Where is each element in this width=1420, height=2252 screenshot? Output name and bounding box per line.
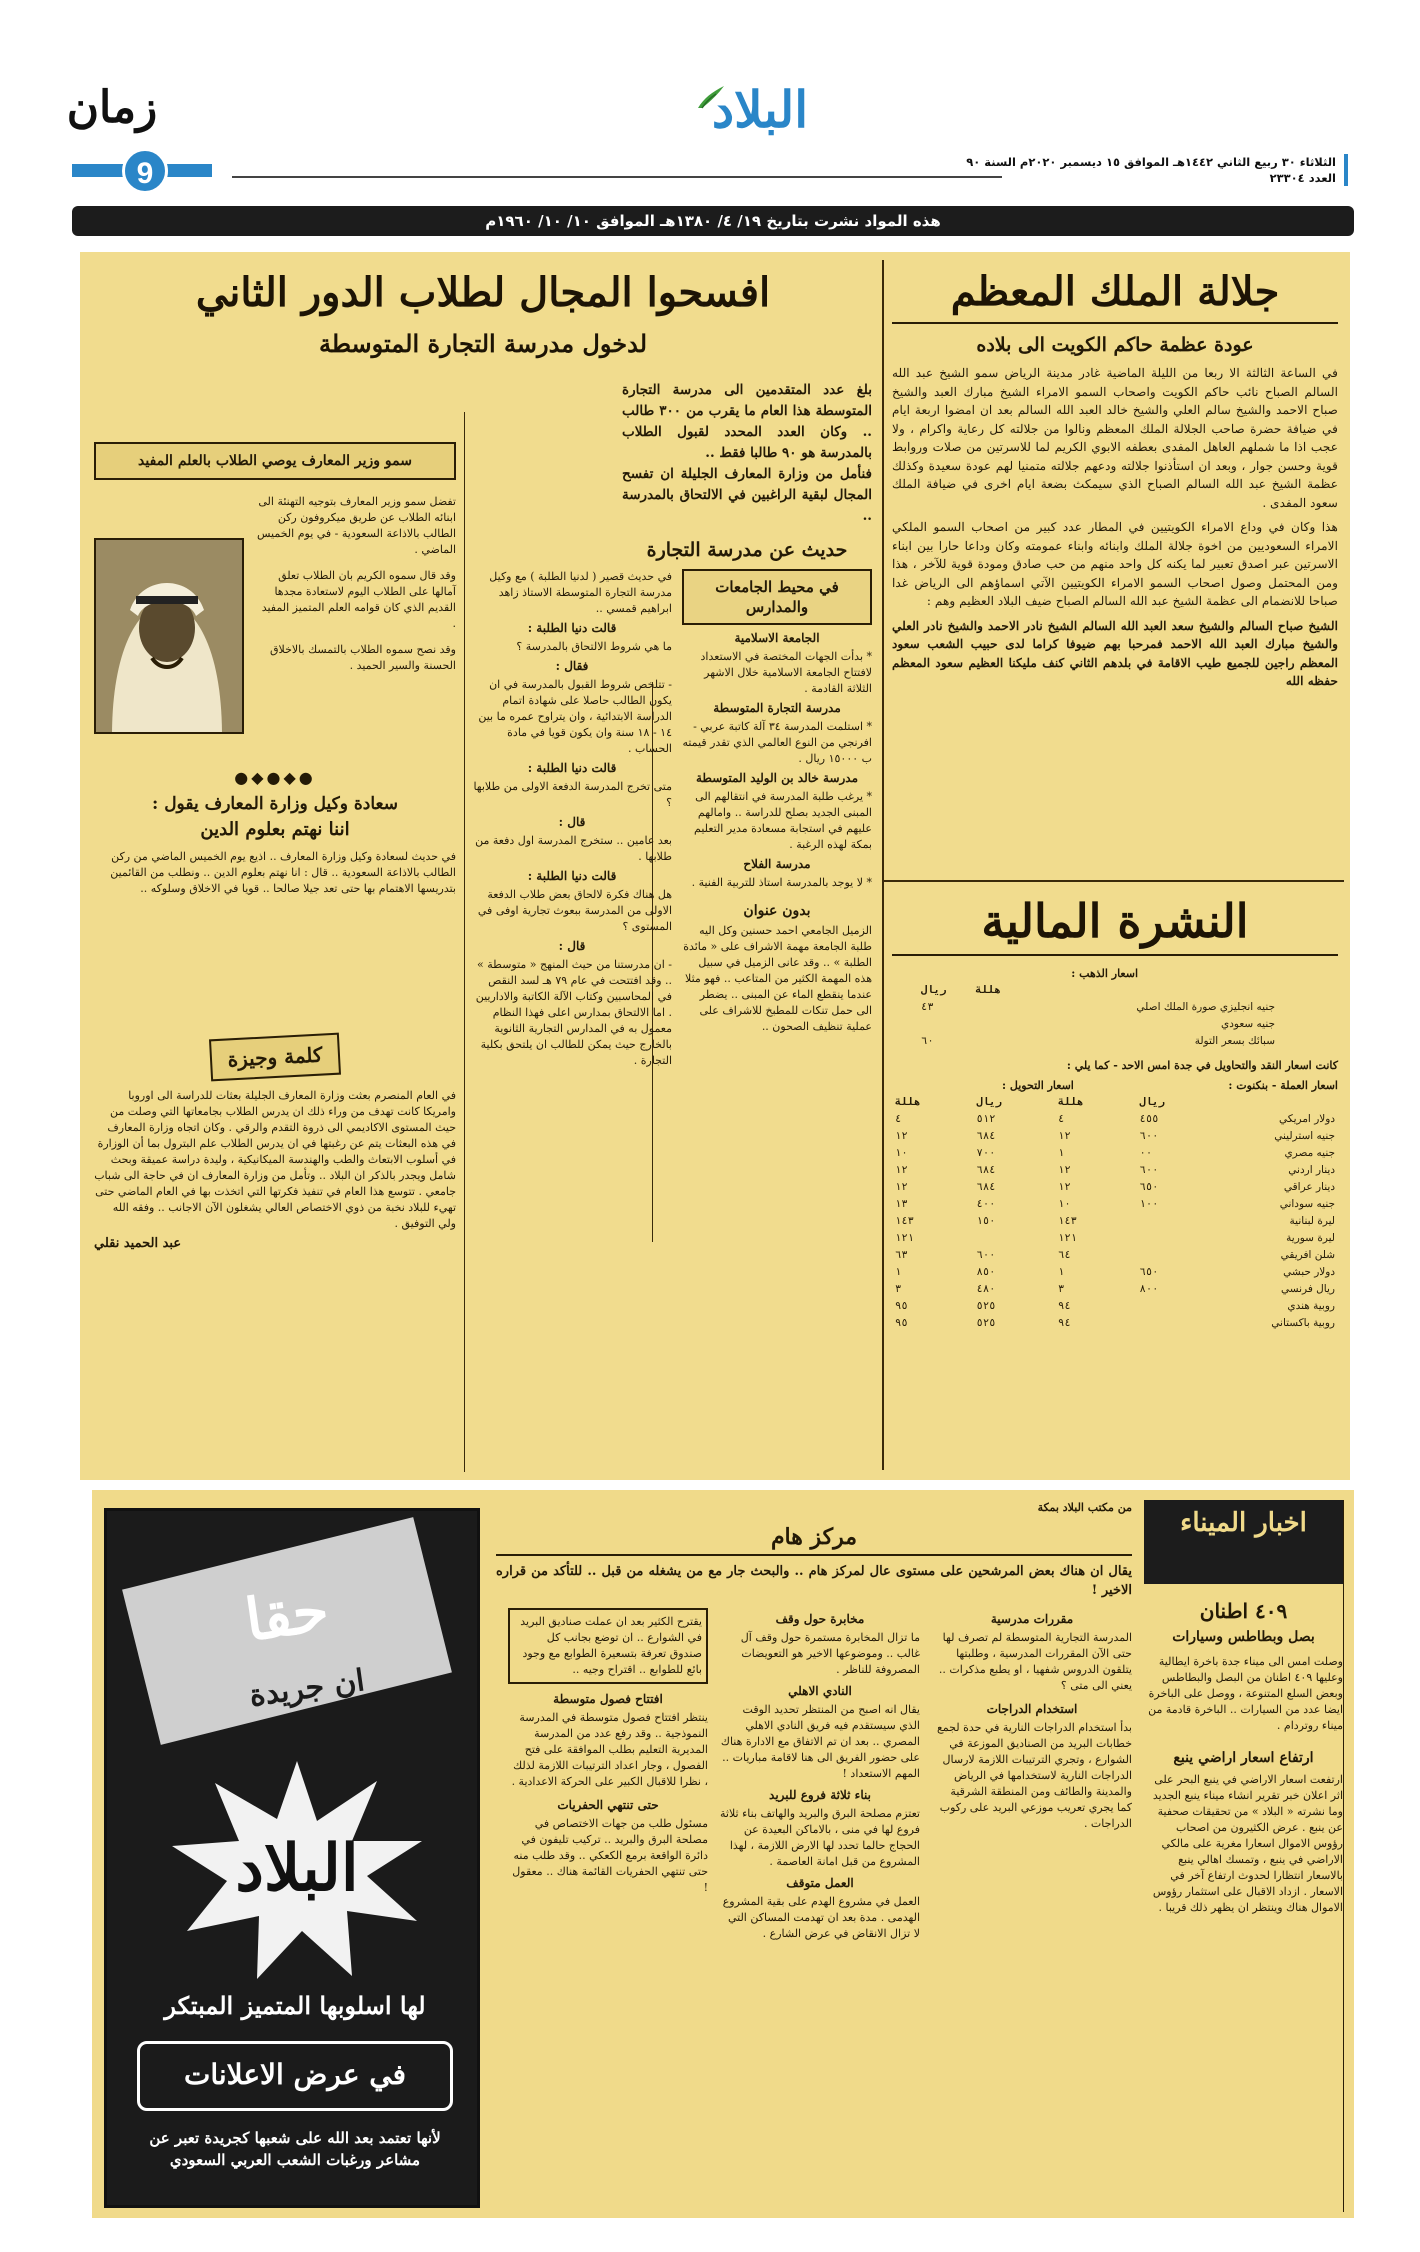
king-headline: عودة عظمة حاكم الكويت الى بلاده [976,334,1254,356]
currency-name: ليرة لبنانية [1289,1215,1335,1227]
ornament-divider: ●◆●◆● [234,768,316,787]
publication-date-bar: هذه المواد نشرت بتاريخ ١٩/ ٤/ ١٣٨٠هـ الموافق ١٠/ ١٠/ ١٩٦٠م [72,206,1354,236]
minister-photo [94,538,244,734]
ad-tagline: لها اسلوبها المتميز المبتكر [164,1991,426,2020]
table-row: جنيه انجليزي صورة الملك اصلي ٤٣ [921,1001,1275,1013]
transfer-riyal: ١٢ [895,1164,908,1176]
transfer-riyal: ١٢ [895,1181,908,1193]
currency-name: دولار امريكي [1279,1113,1335,1125]
transfer-riyal: ٩٥ [895,1317,908,1329]
banknote-halala [1137,1247,1219,1264]
currency-name: شلن افريقي [1280,1249,1335,1261]
commerce-subhead: حديث عن مدرسة التجارة [646,539,848,561]
transfer-halala: ٦٨٤ [976,1130,996,1142]
transfer-halala [974,1230,1056,1247]
header-rule [232,176,1002,178]
port-news [1144,1500,1344,2212]
unis-box: في محيط الجامعات والمدارس [682,569,872,625]
king-body-3: الشيخ صباح السالم والشيخ سعد العبد الله السالم الشيخ نادر الاحمد والشيخ نادر العلي والشيخ مبارك العبد الله الاحمد فمرحبا بهم ضيوفا كراما لدى حبيب الشعب سعود المعظم راجين للجميع طيب الاقامة في بلدهم الثاني كنف مليكنا العظيم سعود المعظم حفظه الله [892,618,1338,688]
king-body: في الساعة الثالثة الا ربعا من الليلة الماضية غادر مدينة الرياض سمو الشيخ عبد الله السالم الصباح نائب حاكم الكويت واصحاب السمو الامراء الشيخ مبارك العبد والشيخ صباح الاحمد والشيخ سالم العلي والشيخ خالد العبد الله السالم بعد ان امضوا اربعة ايام في ضيافة حضرة صاحب الجلالة الملك المعظم ونالوا من جلالته كل رعاية واكرام ، ولا عجب اذا ما شملهم العاهل المفدى بعطفه الابوي الكريم لما للاسرتين من صلات وروابط قوية وحسن جوار ، وبعد ان استأذنوا جلالته ودعهم جلالته متمنيا لهم عودة سعيدة وكذلك عظمة الشيخ عبد الله السالم الصباح الذي سيمكث بضعة ايام اخرى في ضيافة الملك سعود المفدى . [892,366,1338,510]
table-row [892,1162,1338,1179]
page-number-badge: 9 [122,148,168,194]
noaddr-body: الزميل الجامعي احمد حسنين وكل اليه طلبة الجامعة مهمة الاشراف على « مائدة الطلبة » .. وقد عانى الزميل في سبيل هذه المهمة الكثير من المتاعب .. فهو مثلا عندما ينقطع الماء عن المبنى .. يضطر الى حمل تنكات للمطبخ للاشراف على عملية تنظيف الصحون .. [683,924,872,1033]
portrait-image [94,540,242,734]
newspaper-logo[interactable] [690,80,830,158]
students-article [472,380,872,1460]
banknote-halala: ٨٠٠ [1139,1283,1159,1295]
transfer-halala: ٥٢٥ [976,1300,996,1312]
transfer-riyal: ٤ [895,1113,902,1125]
transfer-riyal: ٩٥ [895,1300,908,1312]
table-row [892,1230,1338,1247]
table-row [892,1247,1338,1264]
banknote-riyal: ١ [1058,1266,1065,1278]
issue-info: الثلاثاء ٣٠ ربيع الثاني ١٤٤٢هـ الموافق ١٥ ديسمبر ٢٠٢٠م السنة ٩٠ العدد ٢٣٣٠٤ [948,154,1348,186]
undersecretary-sub: اننا نهتم بعلوم الدين [200,819,350,840]
transfer-halala: ٤٨٠ [976,1283,996,1295]
opinion-title: كلمة وجيزة [209,1033,341,1082]
table-row [892,1128,1338,1145]
opinion-author: عبد الحميد نقلي [94,1236,182,1251]
archive-page-top [80,252,1350,1480]
logo-text: البلاد [711,80,809,139]
currency-name: روبية هندي [1287,1300,1335,1312]
table-row: جنيه سعودي [1221,1018,1275,1030]
transfer-title: اسعار التحويل : [1002,1079,1074,1092]
banknote-halala [1137,1213,1219,1230]
finance-banner: النشرة المالية [892,888,1338,956]
banknote-halala: ٦٠٠ [1139,1164,1159,1176]
gold-col-halala: هللة [975,984,1001,996]
banknote-riyal: ٩٤ [1058,1317,1071,1329]
section-divider [884,880,1344,882]
ad-line-2: ان جريدة [247,1663,367,1714]
column-divider [882,260,884,1470]
table-row [892,1315,1338,1332]
currency-name: دينار اردني [1288,1164,1335,1176]
gold-table [918,982,1278,1050]
opinion-body: في العام المنصرم بعثت وزارة المعارف الجليلة بعثات للدراسة الى اوروبا وامريكا كانت تهدف من وراء ذلك ان يدرس الطلاب بجامعاتها التي وصلت من حيث المستوى الاكاديمي الى ذروة التقدم والرقي . وكان اتجاه وزارة المعارف في هذه البعثات يتم عن رغبتها في ان يدرس الطلاب علم البترول بما أن الوزارة في أسلوب الابتعاث والطب والهندسة الميكانيكية ، وليدة دراسة عميقة وبحث شامل ويجدر بالذكر ان البلاد .. وتأمل من وزارة المعارف ان في حاجة الى شباب جامعي . تتوسع هذا العام في تنفيذ فكرتها التي اتخذت بها في العام الماضي حتى تهيء للبلاد نخبة من ذوي الاختصاص العالي يشغلون الآن الاجانب .. وفقه الله ولي التوفيق . [94,1089,456,1230]
transfer-riyal: ١٠ [895,1147,908,1159]
transfer-halala: ٤٠٠ [976,1198,996,1210]
interview-column: في حديث قصير ( لدنيا الطلبة ) مع وكيل مدرسة التجارة المتوسطة الاستاذ زاهد ابراهيم قمسي .. قالت دنيا الطلبة : ما هي شروط الالتحاق بالمدرسة ؟ فقال : - تتلخص شروط القبول بالمدرسة في ان يكون الطالب حاصلا على شهادة اتمام الدراسة الابتدائية ، وان يتراوح عمره ما بين ١٤ - ١٨ سنة وان يكون قويا في مادة الحساب . قالت دنيا الطلبة : متى تخرج المدرسة الدفعة الاولى من طلابها ؟ قال : بعد عامين .. ستخرج المدرسة اول دفعة من طلابها . قالت دنيا الطلبة : هل هناك فكرة لالحاق بعض طلاب الدفعة الاولى من المدرسة ببعوث تجارية اوفى في المستوى ؟ قال : - ان مدرستنا من حيث المنهج « متوسطة » .. وقد افتتحت في عام ٧٩ هـ لسد النقص في المحاسبين وكتاب الآلة الكاتبة والاداريين . اما الالتحاق بمدارس اعلى فهذا النظام معمول به في المدارس التجارية الثانوية بالخارج حيث يمكن للطالب ان يلتحق بكلية التجارة . [473,570,672,1067]
currency-name: جنيه سوداني [1279,1198,1335,1210]
banknote-halala: ٤٥٥ [1139,1113,1159,1125]
table-row [892,1264,1338,1281]
banknote-halala: ٦٥٠ [1139,1266,1159,1278]
transfer-riyal: ١ [895,1266,902,1278]
transfer-riyal: ١٣ [895,1198,908,1210]
ad-top-word: حقا [241,1575,333,1655]
transfer-riyal: ٣ [895,1283,902,1295]
king-article [892,262,1338,867]
minister-body-3: وقد نصح سموه الطلاب بالتمسك بالاخلاق الحسنة والسير الحميد . [269,643,456,672]
mailbox-note: يقترح الكثير بعد ان عملت صناديق البريد في الشوارع .. ان توضع بجانب كل صندوق تعرفة بتسعيرة الطوابع مع وجود بائع للطوابع .. اقتراح وجيه .. [508,1608,708,1684]
office-lead: يقال ان هناك بعض المرشحين على مستوى عال لمركز هام .. والبحث جار مع من يشغله من قبل .. للتأكد من قراره الاخير ! [496,1564,1132,1598]
banknote-riyal: ٤ [1058,1113,1065,1125]
port-sub-2: ارتفاع اسعار اراضي ينبع [1173,1750,1314,1766]
undersecretary-body: في حديث لسعادة وكيل وزارة المعارف .. اذيع يوم الخميس الماضي من ركن الطالب بالاذاعة السعودية .. قال : انا نهتم بعلوم الدين .. ونطلب من القائمين بتدريسها الاهتمام بها حتى تعد جيلا صالحا .. قويا في الاخلاق وسلوكه .. [110,850,456,895]
banknote-riyal: ٩٤ [1058,1300,1071,1312]
banknote-halala: ٦٥٠ [1139,1181,1159,1193]
ad-bottom: لأنها تعتمد بعد الله على شعبها كجريدة تعبر عن مشاعر ورغبات الشعب العربي السعودي [149,2129,441,2169]
advertisement [104,1508,480,2208]
table-row [892,1111,1338,1128]
students-lead: بلغ عدد المتقدمين الى مدرسة التجارة المتوسطة هذا العام ما يقرب من ٣٠٠ طالب .. وكان العدد المحدد لقبول الطلاب بالمدرسة هو ٩٠ طالبا فقط .. [622,382,872,461]
page-header [0,0,1420,230]
table-row [892,1196,1338,1213]
banknote-halala: ٦٠٠ [1139,1130,1159,1142]
transfer-halala: ٨٥٠ [976,1266,996,1278]
gold-title: اسعار الذهب : [1071,967,1138,980]
currency-table: ريال هللة ريال هللة دولار امريكي ٤٥٥ ٤ ٥١٢ ٤ جنيه استرليني ٦٠٠ ١٢ ٦٨٤ ١٢ جنيه مصري ٠٠ ١ ٧٠٠ ١٠ دينار اردني ٦٠٠ ١٢ ٦٨٤ ١٢ دينار عراقي ٦٥٠ ١٢ ٦٨٤ ١٢ جنيه سوداني ١٠٠ ١٠ ٤٠٠ ١٣ ليرة لبنانية ١٤٣ ١٥٠ ١٤٣ ليرة سورية ١٢١ ١٢١ شلن افريقي ٦٤ ٦٠٠ ٦٣ دولار حبشي ٦٥٠ ١ ٨٥٠ ١ ريال فرنسي ٨٠٠ ٣ ٤٨٠ ٣ روبية هندي ٩٤ ٥٢٥ ٩٥ روبية باكستاني ٩٤ ٥٢٥ ٩٥ [892,1094,1338,1332]
transfer-halala: ٥٢٥ [976,1317,996,1329]
banknote-riyal: ٦٤ [1058,1249,1071,1261]
transfer-halala: ٦٠٠ [976,1249,996,1261]
currency-name: روبية باكستاني [1271,1317,1335,1329]
currency-name: ليرة سورية [1286,1232,1335,1244]
students-banner-sub: لدخول مدرسة التجارة المتوسطة [318,329,648,358]
currency-name: دينار عراقي [1283,1181,1335,1193]
transfer-halala: ٥١٢ [976,1113,996,1125]
currency-name: جنيه مصري [1284,1147,1335,1159]
port-body: وصلت امس الى ميناء جدة باخرة ايطالية وعليها ٤٠٩ اطنان من البصل والبطاطس وبعض السلع المتنوعة ، ووصل على الباخرة ايضا عدد من السيارات .. الباخرة قادمة من ميناء روتردام . [1148,1655,1343,1732]
banknote-riyal: ١٢١ [1058,1232,1077,1244]
port-stat-sub: بصل وبطاطس وسيارات [1172,1629,1315,1645]
office-col-left: يقترح الكثير بعد ان عملت صناديق البريد في الشوارع .. ان توضع بجانب كل صندوق تعرفة بتسعيرة الطوابع مع وجود بائع للطوابع .. اقتراح وجيه .. افتتاح فصول متوسطة ينتظر افتتاح فصول متوسطة في المدرسة النموذجية .. وقد رفع عدد من المدرسة المديرية التعليم بطلب الموافقة على فتح الفصول ، وجار اعداد الترتيبات اللازمة لذلك ، نظرا للاقبال الكبير على الحركة الاعدادية . حتى تنتهي الحفريات مسئول طلب من جهات الاختصاص في مصلحة البرق والبريد .. تركيب تليفون في دائرة الواقعة برمع الكعكي .. وقد طلب منه حتى تنتهي الحفريات القائمة هناك .. معقول ! [508,1608,708,1942]
transfer-halala: ١٥٠ [976,1215,996,1227]
minister-body: تفضل سمو وزير المعارف بتوجيه التهنئة الى ابنائه الطلاب عن طريق ميكروفون ركن الطالب بالاذاعة السعودية - في يوم الخميس الماضي . [257,495,456,556]
currency-name: جنيه استرليني [1274,1130,1335,1142]
column-divider [464,412,465,1472]
banknote-title: اسعار العملة - بنكنوت : [1228,1079,1338,1092]
noaddr-head: بدون عنوان [743,903,811,919]
office-article [496,1500,1132,2212]
transfer-riyal: ١٢ [895,1130,908,1142]
banknote-halala: ١٠٠ [1139,1198,1159,1210]
banknote-halala [1137,1230,1219,1247]
king-body-2: هذا وكان في وداع الامراء الكويتيين في المطار عدد كبير من اصحاب السمو الملكي الامراء السعوديين من اخوة جلالة الملك وابنائه وابناء عمومته وكان وداعا حارا بين ابناء الاسرتين عبر اصدق تعبير لما يكنه كل واحد منهم من حب صادق ومودة قوية للآخر ، هذا ومن المحتمل وصول اصحاب السمو الامراء الكويتيين الآتي اسماؤهم الى الرياض غدا صباحا للانضمام الى عظمة الشيخ عبد الله السالم الصباح ضيف البلاد العظيم وهم : [892,520,1338,608]
banknote-riyal: ١ [1058,1147,1065,1159]
uni-news-column: في محيط الجامعات والمدارس الجامعة الاسلامية * بدأت الجهات المختصة في الاستعداد لافتتاح الجامعة الاسلامية خلال الاشهر الثلاثة القادمة . مدرسة التجارة المتوسطة * استلمت المدرسة ٣٤ آلة كاتبة عربي - افرنجي من النوع العالمي الذي تقدر قيمته ب ١٥٠٠٠ ريال . مدرسة خالد بن الوليد المتوسطة * يرغب طلبة المدرسة في انتقالهم الى المبنى الجديد بصلح للدراسة .. وامالهم عليهم في استجابة مسعادة مدير التعليم بمكة لهذه الرغبة . مدرسة الفلاح * لا يوجد بالمدرسة استاذ للتربية الفنية . بدون عنوان الزميل الجامعي احمد حسنين وكل اليه طلبة الجامعة مهمة الاشراف على « مائدة الطلبة » .. وقد عانى الزميل في سبيل هذه المهمة الكثير من المتاعب .. فهو مثلا عندما ينقطع الماء عن المبنى .. يضطر الى حمل تنكات للمطبخ للاشراف على عملية تنظيف الصحون .. [682,569,872,1069]
minister-title-box: سمو وزير المعارف يوصي الطلاب بالعلم المفيد [94,442,456,480]
banknote-riyal: ١٢ [1058,1164,1071,1176]
finance-bulletin [892,888,1338,1468]
banknote-riyal: ١٢ [1058,1130,1071,1142]
transfer-riyal: ٦٣ [895,1249,908,1261]
transfer-halala: ٧٠٠ [976,1147,996,1159]
office-from: من مكتب البلاد بمكة [1037,1501,1132,1514]
port-title: اخبار الميناء [1144,1500,1343,1584]
section-title: زمان [66,82,158,133]
banknote-halala [1137,1298,1219,1315]
transfer-riyal: ١٢١ [895,1232,914,1244]
finance-intro: كانت اسعار النقد والتحاويل في جدة امس الاحد - كما يلي : [1066,1059,1338,1072]
banknote-riyal: ١٠ [1058,1198,1071,1210]
table-row [892,1298,1338,1315]
opinion-column [94,1036,456,1466]
transfer-riyal: ١٤٣ [895,1215,914,1227]
table-row [892,1145,1338,1162]
banknote-riyal: ١٢ [1058,1181,1071,1193]
port-stat: ٤٠٩ اطنان [1199,1599,1288,1623]
undersecretary-head: سعادة وكيل وزارة المعارف يقول : [152,794,398,814]
banknote-halala [1137,1315,1219,1332]
table-row [892,1213,1338,1230]
port-body-2: ارتفعت اسعار الاراضي في ينبع البحر على اثر اعلان خبر تقرير انشاء ميناء ينبع الجديد وما نشرته « البلاد » من تحقيقات صحفية عن ينبع . عرض الكثيرون من اصحاب رؤوس الاموال اسعارا مغرية على مالكي الاراضي في ينبع ، وتمسك اهالي ينبع بالاسعار انتظارا لحدوث ارتفاع آخر في الاسعار . ازداد الاقبال على استثمار رؤوس الاموال هناك وينتظر ان يظهر ذلك قريبا . [1152,1773,1343,1914]
minister-body-2: وقد قال سموه الكريم بان الطلاب تعلق آمالها على الطلاب اليوم لاستعادة مجدها القديم الذي كان قوامه العلم المتميز المفيد . [261,569,456,630]
minister-article [94,442,456,1002]
king-banner: جلالة الملك المعظم [892,262,1338,324]
banknote-riyal: ١٤٣ [1058,1215,1077,1227]
ad-box: في عرض الاعلانات [137,2041,453,2111]
banknote-riyal: ٣ [1058,1283,1065,1295]
banknote-halala: ٠٠ [1139,1147,1153,1159]
table-row [892,1281,1338,1298]
table-row [892,1179,1338,1196]
students-banner: افسحوا المجال لطلاب الدور الثاني [195,269,771,316]
students-lead-2: فنأمل من وزارة المعارف الجليلة ان تفسح المجال لبقية الراغبين في الالتحاق بالمدرسة .. [622,466,872,524]
office-col-middle: مخابرة حول وقف ما تزال المخابرة مستمرة حول وقف آل غالب .. وموضوعها الاخير هو التعويضات المصروفة للناظر . النادي الاهلي يقال انه اصبح من المنتظر تحديد الوقت الذي سيستقدم فيه فريق النادي الاهلي المصري .. بعد ان تم الاتفاق مع الادارة هناك على حضور الفريق الى هنا لاقامة مباريات .. المهم الاستعداد ! بناء ثلاثة فروع للبريد تعتزم مصلحة البرق والبريد والهاتف بناء ثلاثة فروع لها في منى ، بالاماكن البعيدة عن الحجاج حالما تحدد لها الارض اللازمة ، لهذا المشروع من قبل امانة العاصمة . العمل متوقف العمل في مشروع الهدم على بقية المشروع الهدمى . مدة بعد ان تهدمت المساكن التي لا تزال الانقاض في عرض الشارع . [720,1612,920,1940]
ad-brand: البلاد [235,1831,359,1906]
currency-name: ريال فرنسي [1280,1283,1335,1295]
table-row: سبائك بسعر التولة ٦٠ [921,1035,1275,1047]
office-col-right: مقررات مدرسية المدرسة التجارية المتوسطة لم تصرف لها حتى الآن المقررات المدرسية ، وطلبتها يتلقون الدروس شفهيا ، او يطبع مذكرات .. يعني الى متى ؟ استخدام الدراجات بدأ استخدام الدراجات النارية في حدة لجمع خطابات البريد من الصناديق الموزعة في الشوارع ، وتجري الترتيبات اللازمة لارسال الدراجات النارية لاستخدامها في الرياض والمدينة والطائف ومن المنطقة الشرقية كما يجري تعريب موزعي البريد على ركوب الدراجات . [936,1612,1132,1830]
transfer-halala: ٦٨٤ [976,1181,996,1193]
transfer-halala: ٦٨٤ [976,1164,996,1176]
gold-col-riyal: ريال [921,984,947,996]
currency-name: دولار حبشي [1283,1266,1335,1278]
office-title: مركز هام [496,1524,1132,1556]
